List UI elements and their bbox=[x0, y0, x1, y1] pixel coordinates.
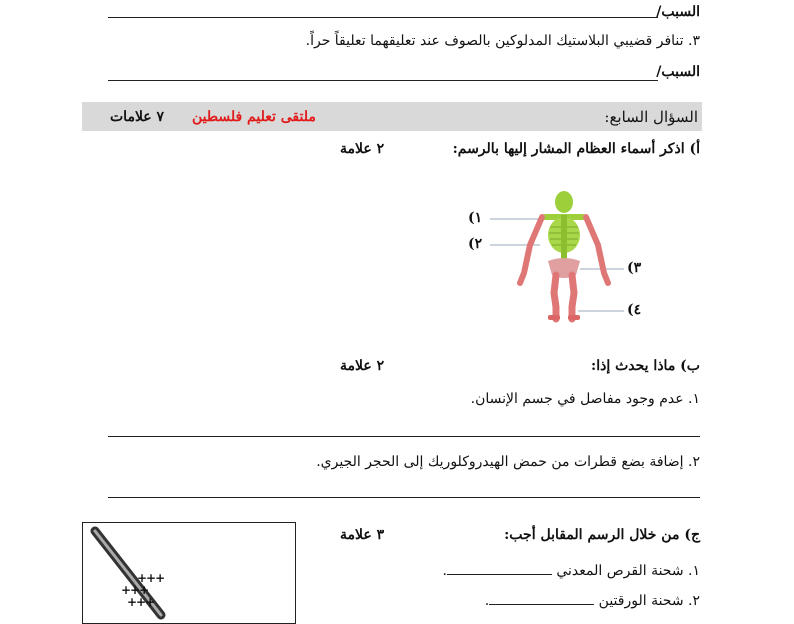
charge-signs-2: +++ bbox=[121, 583, 149, 597]
charge-signs-3: +++ bbox=[127, 595, 155, 609]
question-7-title: السؤال السابع: bbox=[604, 108, 698, 126]
bone-label-4: (٤ bbox=[627, 302, 642, 318]
question-7-marks: ٧ علامات bbox=[110, 109, 165, 125]
part-c-prompt: ج) من خلال الرسم المقابل أجب: bbox=[504, 527, 700, 543]
reason-label-1: السبب/ bbox=[656, 4, 700, 20]
reason-label-2: السبب/ bbox=[656, 64, 700, 80]
part-a-marks: ٢ علامة bbox=[340, 141, 385, 157]
period-1: . bbox=[442, 563, 447, 579]
answer-line-2 bbox=[108, 80, 658, 81]
part-c-item-1 bbox=[442, 560, 700, 579]
part-c-marks: ٣ علامة bbox=[340, 527, 385, 543]
brand-text: ملتقى تعليم فلسطين bbox=[192, 109, 316, 125]
answer-line-3 bbox=[108, 436, 700, 437]
charge-signs-1: +++ bbox=[137, 571, 165, 585]
bone-label-3: (٣ bbox=[627, 260, 642, 276]
bone-label-1: (١ bbox=[468, 210, 483, 226]
answer-line-4 bbox=[108, 497, 700, 498]
answer-line-1 bbox=[108, 17, 658, 18]
part-b-item-1: ١. عدم وجود مفاصل في جسم الإنسان. bbox=[470, 391, 700, 407]
part-b-item-2: ٢. إضافة بضع قطرات من حمض الهيدروكلوريك إلى الحجر الجيري. bbox=[316, 454, 700, 470]
part-b-marks: ٢ علامة bbox=[340, 358, 385, 374]
electroscope-figure bbox=[82, 522, 296, 624]
part-c-answer-2 bbox=[489, 590, 594, 605]
part-c-item-2-text: ٢. شحنة الورقتين bbox=[598, 593, 700, 609]
part-b-prompt: ب) ماذا يحدث إذا: bbox=[591, 358, 700, 374]
part-c-answer-1 bbox=[447, 560, 552, 575]
bone-label-2: (٢ bbox=[468, 236, 483, 252]
part-a-prompt: أ) اذكر أسماء العظام المشار إليها بالرسم: bbox=[452, 141, 700, 157]
item-3-text: ٣. تنافر قضيبي البلاستيك المدلوكين بالصوف عند تعليقهما تعليقاً حراً. bbox=[305, 33, 700, 49]
part-c-item-1-text: ١. شحنة القرص المعدني bbox=[556, 563, 700, 579]
charged-rod-drawing bbox=[83, 523, 295, 623]
period-2: . bbox=[484, 593, 490, 609]
part-c-item-2 bbox=[485, 590, 700, 609]
